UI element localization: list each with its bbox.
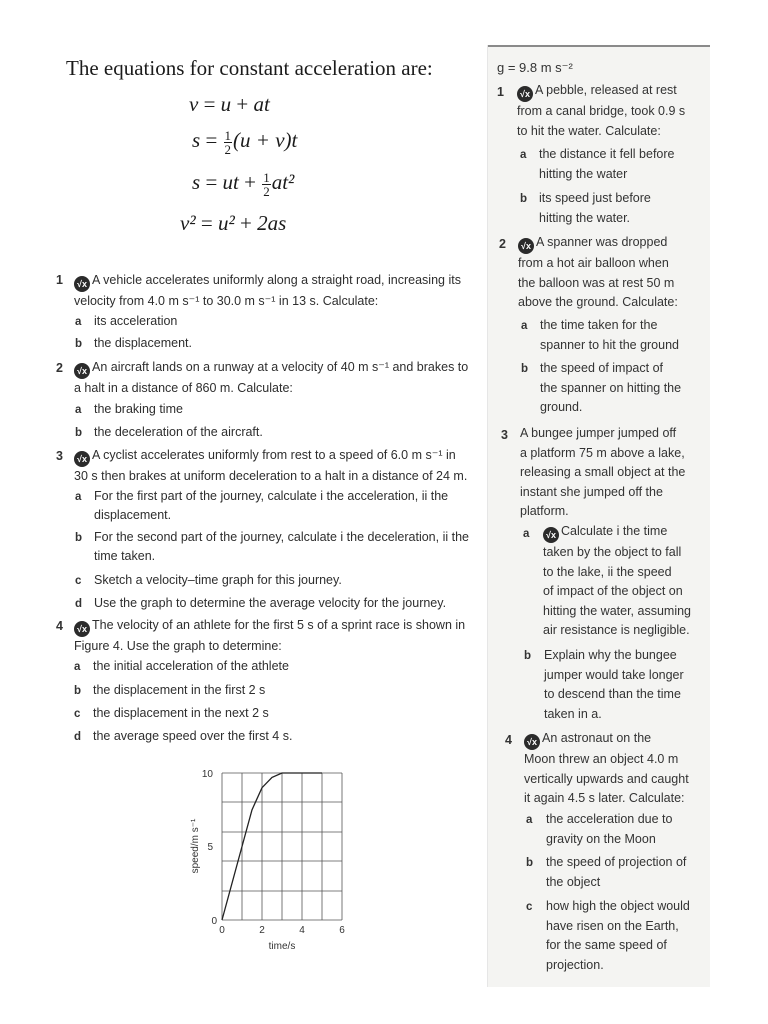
rq4-c-line3: for the same speed of (546, 938, 667, 953)
q3-sub-a-letter: a (75, 491, 82, 503)
eq3-lhs: s (192, 170, 201, 194)
q4-sub-b-text: the displacement in the first 2 s (93, 683, 266, 697)
equation-s-average: s = $\frac{1}{2}$ (u + v)t (192, 127, 298, 157)
right-question-2-number: 2 (499, 237, 506, 251)
rq1-sub-a-letter: a (520, 149, 527, 161)
rq2-sub-b-text (540, 359, 681, 418)
q1-sub-b-text: the displacement. (94, 336, 192, 350)
question-3-line2: 30 s then brakes at uniform deceleration to a halt in a distance of 24 m. (74, 469, 468, 483)
rq1-a-line2: hitting the water (539, 166, 628, 181)
calculator-icon: √x (74, 276, 90, 292)
question-1-number: 1 (56, 273, 63, 287)
eq2-frac-num: 1 (224, 127, 232, 143)
eq4-b: 2as (257, 211, 287, 235)
equation-v-squared: v² = u² + 2as (180, 211, 287, 235)
rq3-a-line4: of impact of the object on (543, 584, 683, 599)
q3-sub-b-line2: time taken. (94, 549, 156, 563)
q3-sub-b-text (94, 528, 469, 566)
q1-sub-a-text: its acceleration (94, 314, 178, 328)
rq2-sub-b-letter: b (521, 363, 529, 375)
question-2-line1: An aircraft lands on a runway at a velocity of 40 m s⁻¹ and brakes to (92, 360, 469, 374)
rq4-sub-a-text (546, 810, 672, 849)
rq1-b-line1: its speed just before (539, 191, 651, 205)
right-question-3-number: 3 (501, 428, 508, 442)
eq1-rhs-a: u (220, 92, 232, 116)
question-1-line1: A vehicle accelerates uniformly along a straight road, increasing its (92, 273, 461, 287)
q3-sub-d-text: Use the graph to determine the average velocity for the journey. (94, 596, 447, 610)
calculator-icon: √x (74, 621, 90, 637)
rq3-b-line3: to descend than the time (544, 687, 681, 702)
rq2-b-line2: the spanner on hitting the (540, 380, 682, 395)
rq1-line3: to hit the water. Calculate: (517, 123, 661, 138)
rq1-sub-b-letter: b (520, 193, 528, 205)
rq3-b-line2: jumper would take longer (544, 667, 684, 682)
eq3-frac-num: 1 (263, 169, 270, 185)
y-tick-10: 10 (201, 769, 213, 780)
q3-sub-a-line2: displacement. (94, 508, 172, 522)
calculator-icon: √x (543, 527, 559, 543)
rq2-a-line1: the time taken for the (540, 318, 658, 332)
rq2-line4: above the ground. Calculate: (518, 295, 678, 310)
eq3-frac-den: 2 (263, 183, 270, 199)
q3-sub-b-line1: For the second part of the journey, calculate i the deceleration, ii the (94, 530, 469, 544)
q3-sub-c-letter: c (75, 575, 82, 587)
rq1-line1: A pebble, released at rest (535, 83, 677, 97)
gravity-constant: g = 9.8 m s⁻² (497, 60, 573, 75)
rq4-sub-b-text (546, 853, 686, 892)
x-tick-6: 6 (339, 925, 345, 936)
q2-sub-a-text: the braking time (94, 402, 183, 416)
right-question-1-text (517, 81, 685, 141)
q2-sub-b-letter: b (75, 427, 83, 439)
eq4-a: u² (217, 211, 235, 235)
rq1-sub-a-text (539, 145, 675, 184)
rq3-b-line4: taken in a. (544, 706, 602, 721)
eq3-a: ut (222, 170, 239, 194)
rq4-c-line1: how high the object would (546, 899, 690, 913)
rq2-line2: from a hot air balloon when (518, 256, 669, 270)
rq4-line4: it again 4.5 s later. Calculate: (524, 791, 685, 806)
q4-sub-d-letter: d (74, 731, 82, 743)
rq3-a-line6: air resistance is negligible. (543, 623, 690, 638)
q3-sub-d-letter: d (75, 598, 83, 610)
rq1-sub-b-text (539, 189, 651, 228)
rq1-line2: from a canal bridge, took 0.9 s (517, 104, 686, 118)
q1-sub-a-letter: a (75, 316, 82, 328)
x-axis-label: time/s (268, 941, 296, 952)
rq3-a-line2: taken by the object to fall (543, 545, 682, 559)
q4-sub-b-letter: b (74, 685, 82, 697)
rq4-line2: Moon threw an object 4.0 m (524, 752, 679, 766)
graph-grid (222, 773, 342, 920)
rq3-sub-a-letter: a (523, 528, 530, 540)
eq3-b: at² (271, 170, 295, 194)
q3-sub-b-letter: b (75, 532, 83, 544)
eq1-rhs-b: at (253, 92, 270, 116)
eq1-lhs: v (189, 92, 199, 116)
right-question-2-text (518, 233, 678, 313)
rq2-line3: the balloon was at rest 50 m (518, 275, 675, 290)
q3-sub-c-text: Sketch a velocity–time graph for this journey. (94, 573, 342, 587)
q4-sub-a-letter: a (74, 661, 81, 673)
eq2-lhs: s (192, 128, 201, 152)
rq3-sub-b-text (544, 646, 684, 724)
calculator-icon: √x (74, 451, 90, 467)
rq3-line4: instant she jumped off the (520, 484, 663, 499)
rq4-sub-b-letter: b (526, 857, 534, 869)
rq1-a-line1: the distance it fell before (539, 147, 675, 161)
y-tick-5: 5 (207, 842, 213, 853)
x-tick-0: 0 (219, 925, 225, 936)
question-4-line1: The velocity of an athlete for the first 5 s of a sprint race is shown in (92, 618, 466, 632)
calculator-icon: √x (524, 734, 540, 750)
equations-intro: The equations for constant acceleration are: (66, 56, 433, 80)
question-3-text (74, 446, 467, 486)
rq3-sub-b-letter: b (524, 650, 532, 662)
x-tick-2: 2 (259, 925, 265, 936)
rq4-sub-c-letter: c (526, 901, 533, 913)
question-4-line2: Figure 4. Use the graph to determine: (74, 639, 282, 653)
equation-v-u-at: v = u + at (189, 92, 270, 116)
rq3-a-line5: hitting the water, assuming (543, 603, 691, 618)
question-3-number: 3 (56, 449, 63, 463)
rq3-line5: platform. (520, 504, 569, 519)
q3-sub-a-line1: For the first part of the journey, calculate i the acceleration, ii the (94, 489, 449, 503)
question-3-line1: A cyclist accelerates uniformly from rest to a speed of 6.0 m s⁻¹ in (92, 448, 456, 462)
eq2-fraction (224, 129, 233, 156)
question-2-text (74, 358, 468, 398)
rq4-sub-a-letter: a (526, 814, 533, 826)
q2-sub-b-text: the deceleration of the aircraft. (94, 425, 263, 439)
right-question-1-number: 1 (497, 85, 504, 99)
calculator-icon: √x (517, 86, 533, 102)
rq3-line1: A bungee jumper jumped off (520, 426, 677, 440)
right-question-3-text (520, 424, 685, 522)
x-tick-4: 4 (299, 925, 305, 936)
rq4-b-line1: the speed of projection of (546, 855, 687, 869)
q4-sub-a-text: the initial acceleration of the athlete (93, 659, 289, 673)
speed-time-graph (180, 760, 380, 960)
q4-sub-c-letter: c (74, 708, 81, 720)
rq3-b-line1: Explain why the bungee (544, 648, 677, 662)
q4-sub-c-text: the displacement in the next 2 s (93, 706, 269, 720)
equation-s-ut: s = ut + $\frac{1}{2}$ at² (192, 169, 295, 199)
rq3-a-line3: to the lake, ii the speed (543, 564, 672, 579)
rq2-sub-a-text (540, 316, 679, 355)
eq3-fraction (262, 171, 271, 198)
eq4-lhs: v² (180, 211, 196, 235)
rq4-b-line2: the object (546, 874, 601, 889)
rq2-line1: A spanner was dropped (536, 235, 668, 249)
rq3-line3: releasing a small object at the (520, 465, 686, 480)
eq2-frac-den: 2 (224, 141, 232, 157)
rq4-line3: vertically upwards and caught (524, 771, 689, 786)
rq3-line2: a platform 75 m above a lake, (520, 445, 685, 460)
y-tick-0: 0 (211, 916, 217, 927)
q3-sub-a-text (94, 487, 448, 525)
rq4-c-line2: have risen on the Earth, (546, 918, 679, 933)
calculator-icon: √x (518, 238, 534, 254)
q4-sub-d-text: the average speed over the first 4 s. (93, 729, 293, 743)
calculator-icon: √x (74, 363, 90, 379)
right-question-4-text (524, 729, 689, 809)
question-2-line2: a halt in a distance of 860 m. Calculate: (74, 381, 293, 395)
rq2-sub-a-letter: a (521, 320, 528, 332)
question-4-text (74, 616, 465, 656)
rq4-line1: An astronaut on the (542, 731, 652, 745)
q2-sub-a-letter: a (75, 404, 82, 416)
y-axis-label: speed/m s⁻¹ (190, 818, 201, 874)
rq4-a-line2: gravity on the Moon (546, 831, 656, 846)
rq2-a-line2: spanner to hit the ground (540, 337, 679, 352)
rq1-b-line2: hitting the water. (539, 210, 631, 225)
question-1-line2: velocity from 4.0 m s⁻¹ to 30.0 m s⁻¹ in 13 s. Calculate: (74, 294, 379, 308)
rq3-a-line1: Calculate i the time (561, 524, 668, 538)
question-2-number: 2 (56, 361, 63, 375)
right-question-4-number: 4 (505, 733, 512, 747)
rq3-sub-a-text (543, 522, 691, 641)
rq2-b-line1: the speed of impact of (540, 361, 663, 375)
rq4-c-line4: projection. (546, 957, 604, 972)
question-4-number: 4 (56, 619, 63, 633)
rq2-b-line3: ground. (540, 400, 583, 415)
rq4-sub-c-text (546, 897, 690, 975)
question-1-text (74, 271, 461, 311)
rq4-a-line1: the acceleration due to (546, 812, 673, 826)
q1-sub-b-letter: b (75, 338, 83, 350)
eq2-rest: (u + v)t (233, 128, 298, 152)
speed-curve (222, 773, 322, 920)
